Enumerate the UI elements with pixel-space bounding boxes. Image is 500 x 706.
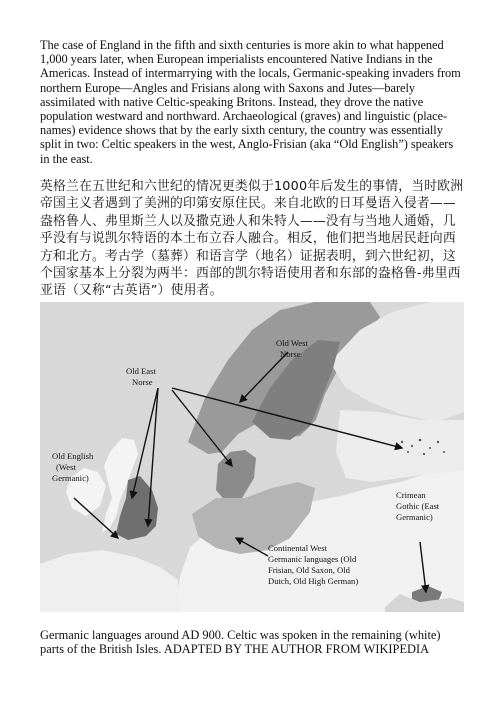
label-continental-west-germanic: Continental West Germanic languages (Old Frisian, Old Saxon, Old Dutch, Old High German) [268, 543, 359, 586]
english-paragraph: The case of England in the fifth and sixth centuries is more akin to what happened 1,000 years later, when European imperialists encountered Native Indians in the Americas. Instead of intermarrying with the locals, Germanic-speaking invaders from northern Europe—Angles and Frisians along with Saxons and Jutes—barely assimilated with native Celtic-speaking Britons. Instead, they drove the native population westward and northward. Archaeological (graves) and linguistic (place-names) evidence shows that by the early sixth century, the country was essentially split in two: Celtic speakers in the west, Anglo-Frisian (aka “Old English”) speakers in the east. [40, 38, 461, 166]
label-old-east-norse: Old East Norse [126, 366, 156, 387]
label-old-west-norse: Old West Norse [276, 338, 308, 359]
figure-caption: Germanic languages around AD 900. Celtic was spoken in the remaining (white) parts of the British Isles. ADAPTED BY THE AUTHOR FROM WIKIPEDIA [40, 628, 441, 657]
label-crimean-gothic: Crimean Gothic (East Germanic) [396, 490, 440, 522]
eastern-europe-land [336, 410, 464, 482]
label-old-english: Old English (West Germanic) [52, 451, 94, 483]
germanic-languages-map [40, 302, 464, 612]
chinese-paragraph: 英格兰在五世纪和六世纪的情况更类似于1000年后发生的事情，当时欧洲帝国主义者遇到了美洲的印第安原住民。来自北欧的日耳曼语入侵者——盎格鲁人、弗里斯兰人以及撒克逊人和朱特人——没有与当地人通婚，几乎没有与说凯尔特语的本土布立吞人融合。相反，他们把当地居民赶向西方和北方。考古学（墓葬）和语言学（地名）证据表明，到六世纪初，这个国家基本上分裂为两半：西部的凯尔特语使用者和东部的盎格鲁-弗里西亚语（又称“古英语”）使用者。 [40, 179, 464, 299]
map-figure [40, 302, 464, 612]
